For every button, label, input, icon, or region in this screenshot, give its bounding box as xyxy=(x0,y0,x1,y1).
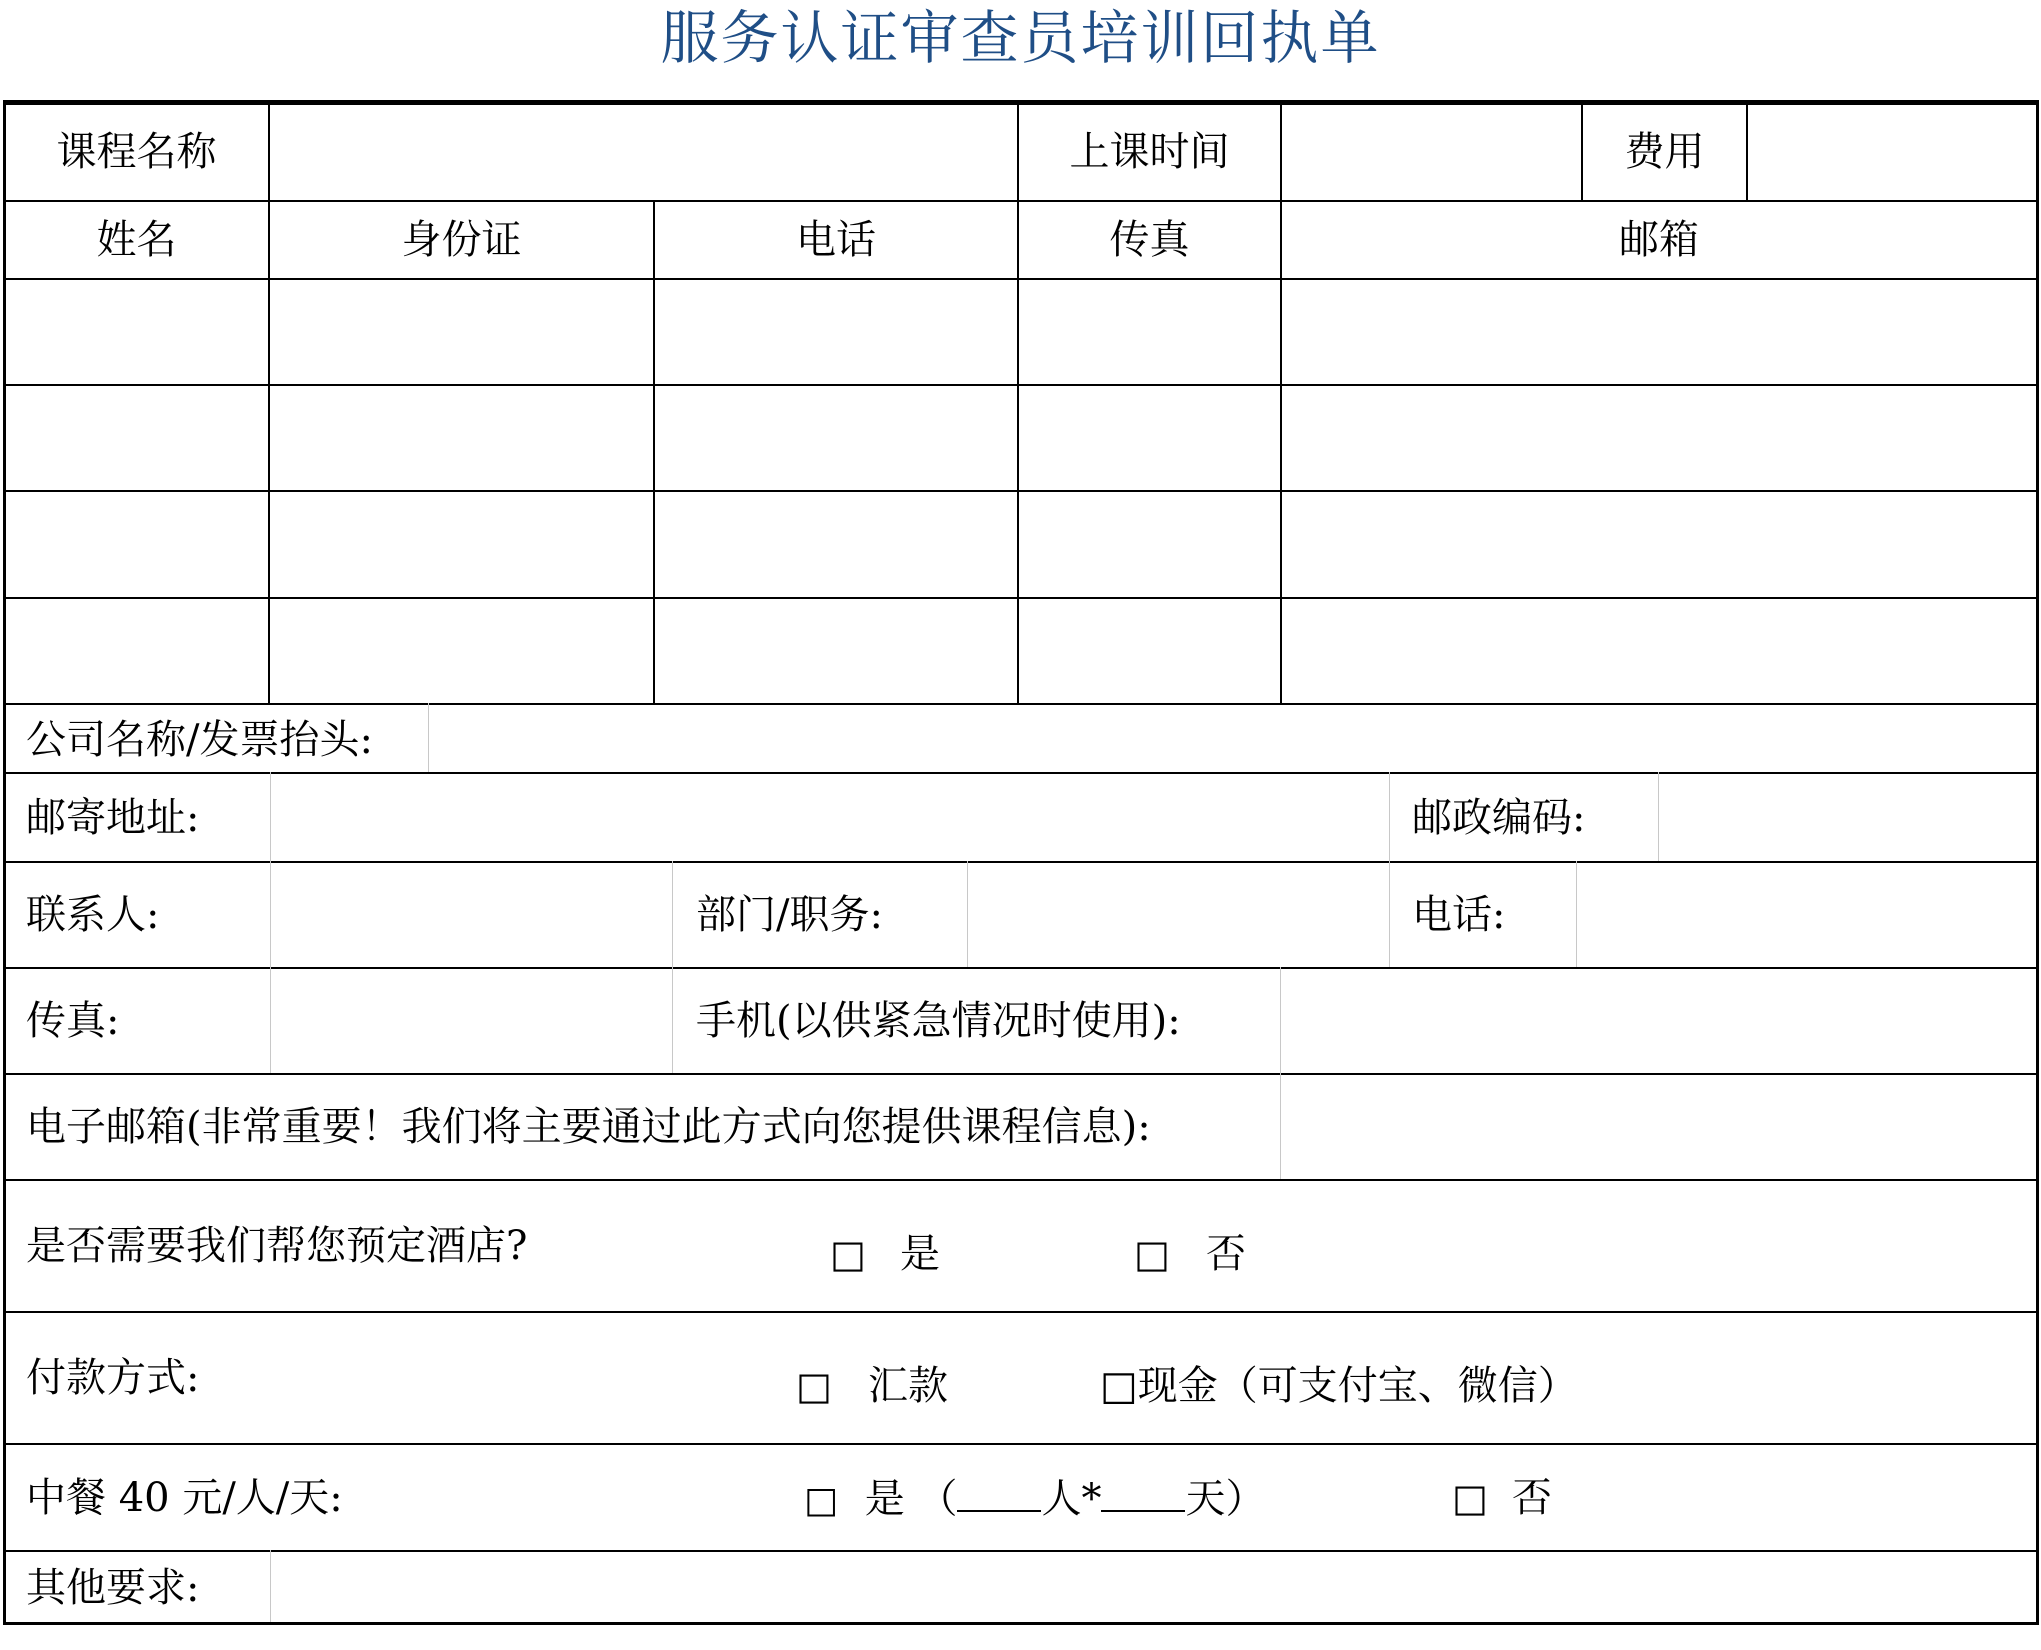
department-input[interactable] xyxy=(969,863,1389,967)
fax-label: 传真: xyxy=(26,998,120,1044)
grid-line xyxy=(3,200,2038,202)
hotel-no-checkbox[interactable]: □ xyxy=(1134,1232,1170,1276)
cell-divider xyxy=(1658,772,1659,861)
email-input[interactable] xyxy=(1282,1075,2036,1179)
fax-input[interactable] xyxy=(272,969,672,1073)
address-input[interactable] xyxy=(272,774,1389,861)
class-time-input[interactable] xyxy=(1282,103,1581,200)
hotel-no-label: 否 xyxy=(1206,1231,1246,1277)
header-name: 姓名 xyxy=(96,217,177,263)
postcode-label: 邮政编码: xyxy=(1412,795,1586,841)
payment-transfer-label: 汇款 xyxy=(868,1363,948,1409)
phone-label: 电话: xyxy=(1412,892,1506,938)
fee-label: 费用 xyxy=(1624,129,1705,175)
address-label: 邮寄地址: xyxy=(26,795,200,841)
company-input[interactable] xyxy=(430,705,2036,772)
cell-divider xyxy=(967,861,968,967)
cell-divider xyxy=(270,861,271,967)
table-row[interactable] xyxy=(5,280,2036,384)
table-bottom-border xyxy=(3,1622,2038,1625)
lunch-yes-checkbox[interactable]: □ xyxy=(804,1480,839,1521)
header-phone: 电话 xyxy=(796,217,876,263)
cell-divider xyxy=(1576,861,1577,967)
fee-input[interactable] xyxy=(1748,103,2036,200)
email-label: 电子邮箱(非常重要！我们将主要通过此方式向您提供课程信息): xyxy=(26,1104,1151,1150)
hotel-yes-checkbox[interactable]: □ xyxy=(830,1232,866,1276)
postcode-input[interactable] xyxy=(1660,774,2036,861)
lunch-yes-group xyxy=(804,1476,1265,1523)
company-label: 公司名称/发票抬头: xyxy=(26,717,373,763)
lunch-days-blank[interactable] xyxy=(1101,1476,1185,1512)
other-label: 其他要求: xyxy=(26,1565,200,1611)
cell-divider xyxy=(1389,772,1390,861)
mobile-label: 手机(以供紧急情况时使用): xyxy=(696,998,1181,1044)
table-row[interactable] xyxy=(5,492,2036,597)
table-row[interactable] xyxy=(5,386,2036,490)
phone-input[interactable] xyxy=(1578,863,2036,967)
lunch-paren-open: （ xyxy=(917,1476,958,1522)
header-email: 邮箱 xyxy=(1619,217,1699,263)
course-name-label: 课程名称 xyxy=(56,129,217,175)
cell-divider xyxy=(1389,861,1390,967)
lunch-person-unit: 人* xyxy=(1041,1476,1102,1522)
cell-divider xyxy=(672,861,673,967)
cell-divider xyxy=(270,967,271,1073)
cell-divider xyxy=(270,1550,271,1622)
hotel-yes-label: 是 xyxy=(900,1231,940,1277)
payment-cash-option[interactable]: □现金（可支付宝、微信） xyxy=(1100,1363,1578,1409)
payment-transfer-checkbox[interactable]: □ xyxy=(796,1364,832,1408)
class-time-label: 上课时间 xyxy=(1069,129,1230,175)
payment-label: 付款方式: xyxy=(26,1355,200,1401)
form-title: 服务认证审查员培训回执单 xyxy=(660,4,1381,72)
header-id-card: 身份证 xyxy=(401,217,522,263)
department-label: 部门/职务: xyxy=(696,892,883,938)
mobile-input[interactable] xyxy=(1282,969,2036,1073)
grid-line xyxy=(3,1443,2038,1445)
header-fax: 传真 xyxy=(1109,217,1190,263)
cell-divider xyxy=(270,772,271,861)
course-name-input[interactable] xyxy=(270,103,1017,200)
table-row[interactable] xyxy=(5,599,2036,703)
lunch-label: 中餐 40 元/人/天: xyxy=(26,1475,343,1521)
lunch-persons-blank[interactable] xyxy=(957,1476,1041,1512)
lunch-yes-label: 是 xyxy=(864,1476,905,1522)
grid-line xyxy=(3,1179,2038,1181)
grid-line xyxy=(3,1311,2038,1313)
lunch-no-label: 否 xyxy=(1512,1475,1552,1521)
cell-divider xyxy=(428,703,429,772)
lunch-no-checkbox[interactable]: □ xyxy=(1452,1476,1488,1520)
other-input[interactable] xyxy=(272,1552,2036,1622)
cell-divider xyxy=(672,967,673,1073)
hotel-question: 是否需要我们帮您预定酒店? xyxy=(26,1223,528,1269)
contact-input[interactable] xyxy=(272,863,672,967)
lunch-day-unit: 天） xyxy=(1185,1476,1266,1522)
contact-label: 联系人: xyxy=(26,892,160,938)
cell-divider xyxy=(1280,967,1281,1073)
cell-divider xyxy=(1280,1073,1281,1179)
